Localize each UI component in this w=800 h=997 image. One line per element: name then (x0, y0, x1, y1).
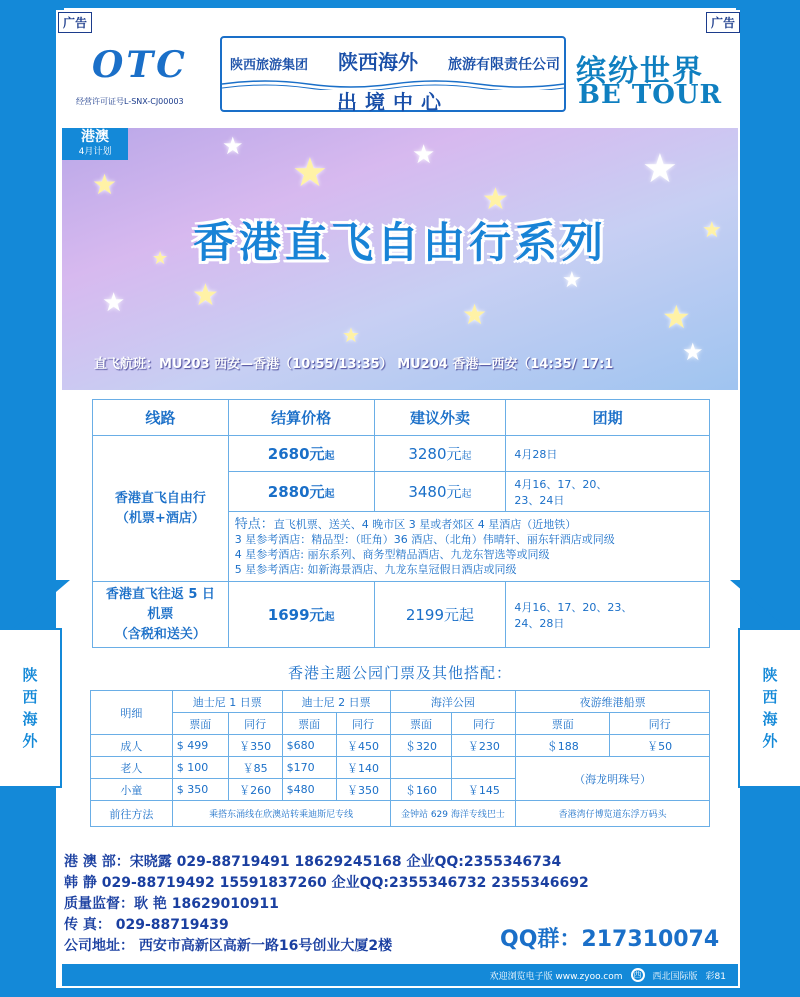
footer-page: 彩81 (705, 971, 726, 982)
price-value: 1699元 (267, 606, 325, 624)
ticket-value: ＄160 (390, 779, 452, 801)
suggested-price: 2199元起 (374, 582, 506, 648)
group-header: 夜游维港船票 (516, 691, 710, 713)
ticket-value (390, 757, 452, 779)
tour-dates (506, 582, 710, 648)
features-lead: 特点： (234, 516, 274, 532)
price-value: 2880元 (267, 483, 325, 501)
settle-price (228, 472, 374, 512)
ticket-value: ￥260 (228, 779, 282, 801)
star-decoration: ★ (662, 298, 691, 336)
row-label: 老人 (91, 757, 173, 779)
ticket-value: ￥350 (228, 735, 282, 757)
price-suffix: 起 (461, 451, 472, 462)
park-section-title: 香港主题公园门票及其他搭配： (287, 664, 512, 682)
frame-right (736, 0, 800, 997)
star-decoration: ★ (702, 218, 722, 243)
settle-price (228, 582, 374, 648)
hero-plan-month: 4月计划 (78, 147, 112, 157)
star-decoration: ★ (642, 146, 678, 192)
table-header-row (93, 400, 710, 436)
route-name (93, 582, 229, 648)
company-main-name: 陕西海外 (338, 50, 418, 74)
column-header: 线路 (93, 400, 229, 436)
company-name-row (230, 46, 560, 75)
ticket-value: $680 (282, 735, 336, 757)
ticket-value: ￥230 (452, 735, 516, 757)
price-suffix: 起 (461, 489, 472, 500)
star-decoration: ★ (342, 323, 360, 347)
frame-left (0, 0, 64, 997)
ad-label-left: 广告 (58, 12, 92, 33)
side-char: 西 (762, 688, 778, 706)
side-char: 陕 (762, 666, 778, 684)
feature-line: 5 星参考酒店: 如新海景酒店、九龙东皇冠假日酒店或同级 (234, 562, 517, 576)
price-table (92, 399, 710, 648)
row-label: 成人 (91, 735, 173, 757)
transport-ocean: 金钟站 629 海洋专线巴士 (390, 801, 516, 827)
sub-header: 票面 (390, 713, 452, 735)
flight-info: 直飞航班：MU203 西安—香港（10:55/13:35） MU204 香港—西安（14:35/ 17:1 (94, 357, 614, 372)
sub-header: 票面 (172, 713, 228, 735)
ticket-value: $170 (282, 757, 336, 779)
route-name (93, 436, 229, 582)
row-label: 小童 (91, 779, 173, 801)
ticket-value: $ 499 (172, 735, 228, 757)
group-header: 迪士尼 1 日票 (172, 691, 282, 713)
department-name: 出境中心 (337, 90, 449, 114)
route-line: （含税和送关） (114, 626, 206, 642)
star-decoration: ★ (152, 248, 169, 269)
qq-group: QQ群：217310074 (500, 927, 720, 952)
ticket-value: $ 100 (172, 757, 228, 779)
frame-top (0, 0, 800, 8)
settle-price (228, 436, 374, 472)
sub-header: 同行 (336, 713, 390, 735)
ticket-value: ＄188 (516, 735, 610, 757)
price-suffix: 起 (324, 612, 335, 623)
tour-dates: 4月28日 (506, 436, 710, 472)
route-line: 香港直飞往返 5 日 (105, 586, 215, 602)
table-row (91, 735, 710, 757)
column-header: 结算价格 (228, 400, 374, 436)
side-tab-left (0, 628, 62, 788)
hero-title: 香港直飞自由行系列 (192, 218, 607, 267)
ticket-value: ￥140 (336, 757, 390, 779)
dates-line: 4月16、17、20、 (514, 477, 608, 491)
star-decoration: ★ (102, 288, 126, 318)
feature-line: 3 星参考酒店：精品型：（旺角）36 酒店、（北角）伟晴轩、丽东轩酒店或同级 (234, 532, 615, 546)
price-suffix: 起 (324, 451, 335, 462)
route-line: 香港直飞自由行 (114, 490, 206, 506)
ad-label-right: 广告 (706, 12, 740, 33)
side-char: 西 (22, 688, 38, 706)
sub-header: 票面 (282, 713, 336, 735)
price-value: 3280元 (408, 445, 462, 463)
star-decoration: ★ (222, 132, 244, 160)
sub-header: 同行 (610, 713, 710, 735)
contact-line: 公司地址： 西安市高新区高新一路16号创业大厦2楼 (64, 938, 393, 954)
park-ticket-table (90, 690, 710, 827)
side-tab-right (738, 628, 800, 788)
hero-category-tag (62, 128, 128, 160)
row-label: 前往方法 (91, 801, 173, 827)
price-value: 3480元 (408, 483, 462, 501)
table-row (93, 436, 710, 472)
dates-line: 24、28日 (514, 616, 565, 630)
feature-text: 直飞机票、送关、4 晚市区 3 星或者郊区 4 星酒店（近地铁） (273, 517, 577, 531)
star-decoration: ★ (482, 182, 509, 217)
footer-browse: 欢迎浏览电子版 www.zyoo.com (489, 971, 623, 982)
price-suffix: 起 (324, 489, 335, 500)
footer-edition: 西北国际版 (652, 971, 698, 982)
dates-line: 23、24日 (514, 493, 565, 507)
ticket-value: $480 (282, 779, 336, 801)
hero-category: 港澳 (81, 129, 109, 145)
ticket-value (452, 757, 516, 779)
route-line: （机票+酒店） (115, 510, 205, 526)
ticket-value: ￥350 (336, 779, 390, 801)
star-decoration: ★ (192, 278, 219, 313)
transport-disney: 乘搭东涌线在欣澳站转乘迪斯尼专线 (172, 801, 390, 827)
column-header: 团期 (506, 400, 710, 436)
column-header: 建议外卖 (374, 400, 506, 436)
dates-line: 4月16、17、20、23、 (514, 600, 633, 614)
otc-logo: OTC (92, 44, 188, 86)
table-row (93, 582, 710, 648)
company-suffix: 旅游有限责任公司 (447, 57, 560, 73)
contact-line: 港 澳 部：宋晓露 029-88719491 18629245168 企业QQ:2355346734 (64, 854, 562, 870)
sea-dragon-note: （海龙明珠号） (516, 757, 710, 801)
license-number: 经营许可证号L-SNX-CJ00003 (76, 97, 184, 106)
ticket-value: ￥450 (336, 735, 390, 757)
side-char: 海 (762, 710, 778, 728)
star-decoration: ★ (682, 338, 704, 366)
contact-line: 传 真： 029-88719439 (64, 917, 229, 933)
feature-line: 4 星参考酒店: 丽东系列、商务型精品酒店、九龙东智选等或同级 (234, 547, 550, 561)
ticket-value: ￥85 (228, 757, 282, 779)
table-row (91, 801, 710, 827)
star-decoration: ★ (412, 140, 436, 170)
detail-header: 明细 (91, 691, 173, 735)
group-header: 海洋公园 (390, 691, 516, 713)
brand-english: BE TOUR (578, 80, 723, 110)
frame-bottom (0, 987, 800, 997)
table-row (91, 713, 710, 735)
sub-header: 票面 (516, 713, 610, 735)
ticket-value: $ 350 (172, 779, 228, 801)
side-char: 外 (22, 732, 38, 750)
table-row (91, 757, 710, 779)
feature-line (235, 517, 703, 532)
star-decoration: ★ (462, 298, 488, 331)
suggested-price (374, 472, 506, 512)
route-line: 机票 (147, 606, 174, 622)
ticket-value: ￥145 (452, 779, 516, 801)
star-decoration: ★ (292, 150, 328, 196)
ticket-value: ＄320 (390, 735, 452, 757)
group-name: 陕西旅游集团 (230, 58, 309, 73)
side-char: 陕 (22, 666, 38, 684)
edition-logo-icon: 西 (631, 968, 645, 982)
transport-boat: 香港湾仔博览道东浮万码头 (516, 801, 710, 827)
side-char: 外 (762, 732, 778, 750)
group-header: 迪士尼 2 日票 (282, 691, 390, 713)
tour-dates (506, 472, 710, 512)
contact-line: 韩 静 029-88719492 15591837260 企业QQ:2355346732 2355346692 (64, 875, 589, 891)
company-banner (220, 36, 566, 112)
ticket-value: ￥50 (610, 735, 710, 757)
side-char: 海 (22, 710, 38, 728)
footer-strip (62, 964, 738, 986)
star-decoration: ★ (92, 168, 118, 201)
suggested-price (374, 436, 506, 472)
table-row (91, 691, 710, 713)
sub-header: 同行 (228, 713, 282, 735)
contact-line: 质量监督：耿 艳 18629010911 (64, 896, 279, 912)
features-cell (228, 512, 709, 582)
star-decoration: ★ (562, 268, 582, 293)
sub-header: 同行 (452, 713, 516, 735)
brand-chinese: 缤纷世界 (576, 54, 704, 89)
price-value: 2680元 (267, 445, 325, 463)
